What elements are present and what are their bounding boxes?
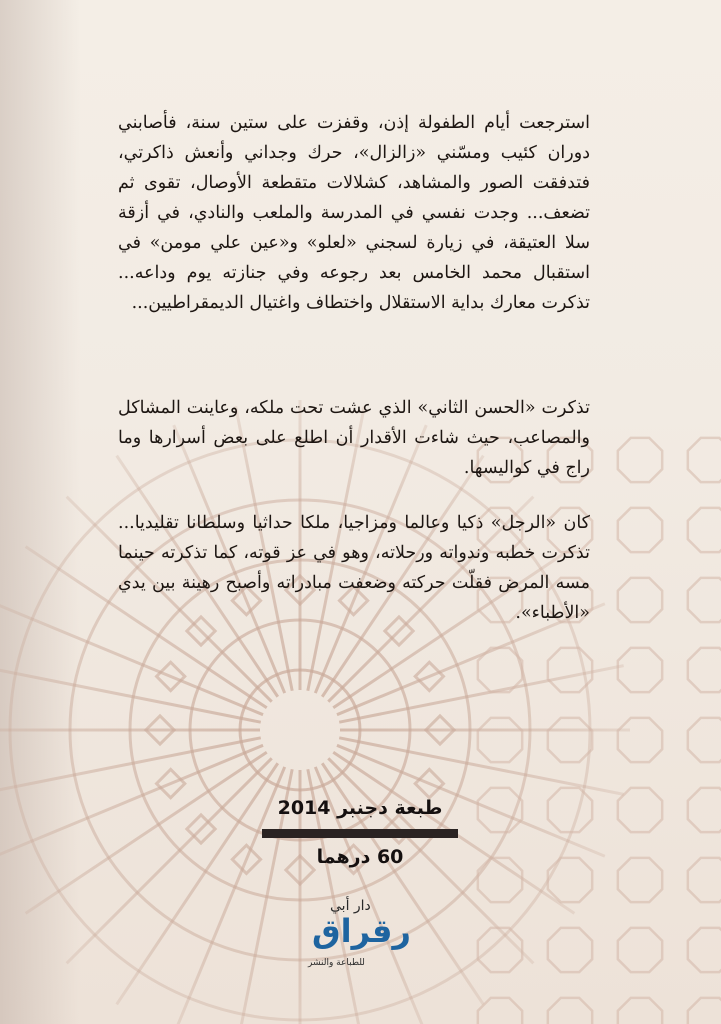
body-paragraph-3: كان «الرجل» ذكيا وعالما ومزاجيا، ملكا حداثيا وسلطانا تقليديا... تذكرت خطبه وندواته ورحلاته، وهو في عز قوته، كما تذكرته حينما مسه المرض فقلّت حركته وضعفت مبادراته وأصبح رهينة بين يدي «الأطباء». <box>118 513 590 623</box>
edition-label: طبعة دجنبر 2014 <box>277 797 443 819</box>
body-paragraph-1: استرجعت أيام الطفولة إذن، وقفزت على ستين سنة، فأصابني دوران كئيب ومسّني «زالزال»، حرك وجداني وأنعش ذاكرتي، فتدفقت الصور والمشاهد، كشلالات متقطعة الأوصال، تقوى ثم تضعف... وجدت نفسي في المدرسة والملعب والنادي، في أزقة سلا العتيقة، في زيارة لسجني «لعلو» و«عين علي مومن» في استقبال محمد الخامس بعد رجوعه وفي جنازته يوم وداعه... تذكرت معارك بداية الاستقلال واختطاف واغتيال الديمقراطيين... <box>118 113 590 313</box>
publisher-logo-subtitle: للطباعة والنشر <box>308 958 365 968</box>
publisher-logo <box>300 898 430 978</box>
price-label: 60 درهما <box>316 846 404 868</box>
publisher-logo-top: دار أبي <box>330 898 371 914</box>
price-divider-bar <box>262 829 458 838</box>
body-paragraph-2: تذكرت «الحسن الثاني» الذي عشت تحت ملكه، وعاينت المشاكل والمصاعب، حيث شاءت الأقدار أن اطلع على بعض أسرارها وما راج في كواليسها. <box>118 398 590 478</box>
publisher-logo-name: رقراق <box>312 912 411 950</box>
